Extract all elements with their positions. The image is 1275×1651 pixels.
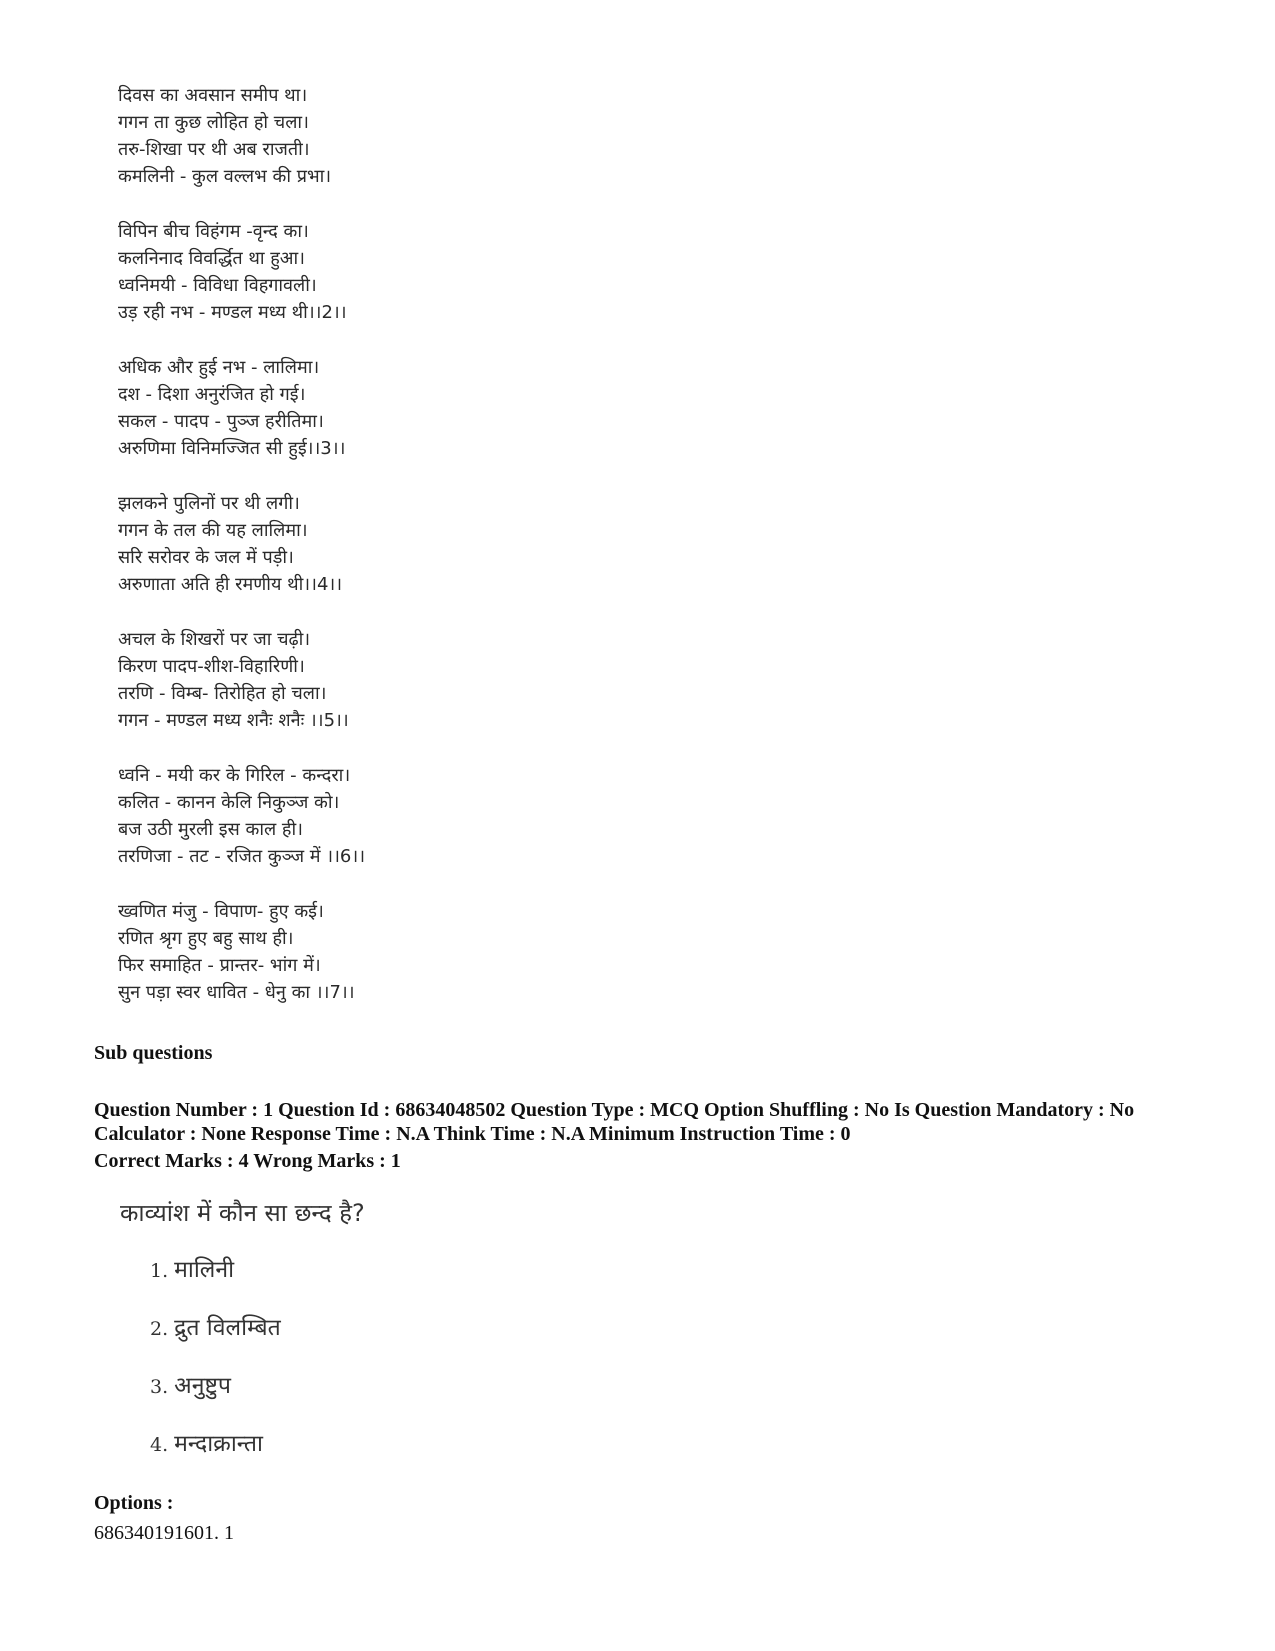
poem-line: कलनिनाद विवर्द्धित था हुआ। <box>118 248 305 269</box>
sub-questions-heading: Sub questions <box>94 1042 213 1064</box>
poem-line: कलित - कानन केलि निकुञ्ज को। <box>118 792 340 813</box>
poem-line: अरुणिमा विनिमज्जित सी हुई।।3।। <box>118 438 346 459</box>
poem-line: अचल के शिखरों पर जा चढ़ी। <box>118 629 311 650</box>
poem-line: गगन के तल की यह लालिमा। <box>118 520 308 541</box>
poem-line: गगन - मण्डल मध्य शनैः शनैः ।।5।। <box>118 710 349 731</box>
choice-3 <box>150 1368 231 1400</box>
poem-line: ध्वनि - मयी कर के गिरिल - कन्दरा। <box>118 765 351 786</box>
poem-line: सुन पड़ा स्वर धावित - धेनु का ।।7।। <box>118 982 355 1003</box>
poem-passage <box>118 82 538 1006</box>
poem-stanza-5 <box>118 626 538 734</box>
poem-line: दिवस का अवसान समीप था। <box>118 85 308 106</box>
question-block <box>120 1196 540 1478</box>
option-row: 686340191601. 1 <box>94 1522 234 1544</box>
choice-number: 4. <box>150 1434 169 1456</box>
poem-line: ध्वनिमयी - विविधा विहगावली। <box>118 275 317 296</box>
choice-label: द्रुत विलम्बित <box>174 1315 281 1341</box>
choice-1 <box>150 1252 234 1284</box>
poem-line: फिर समाहित - प्रान्तर- भांग में। <box>118 955 321 976</box>
poem-line: गगन ता कुछ लोहित हो चला। <box>118 112 309 133</box>
poem-line: सरि सरोवर के जल में पड़ी। <box>118 547 294 568</box>
choice-number: 1. <box>150 1260 169 1282</box>
poem-line: सकल - पादप - पुञ्ज हरीतिमा। <box>118 411 324 432</box>
poem-stanza-4 <box>118 490 538 598</box>
poem-stanza-7 <box>118 898 538 1006</box>
choice-number: 3. <box>150 1376 169 1398</box>
poem-line: तरु-शिखा पर थी अब राजती। <box>118 139 310 160</box>
choice-label: अनुष्टुप <box>174 1373 231 1399</box>
poem-line: तरणि - विम्ब- तिरोहित हो चला। <box>118 683 327 704</box>
poem-line: अधिक और हुई नभ - लालिमा। <box>118 357 320 378</box>
poem-stanza-1 <box>118 82 538 190</box>
choice-2 <box>150 1310 281 1342</box>
poem-line: अरुणाता अति ही रमणीय थी।।4।। <box>118 574 343 595</box>
poem-line: विपिन बीच विहंगम -वृन्द का। <box>118 221 309 242</box>
marks-line: Correct Marks : 4 Wrong Marks : 1 <box>94 1150 401 1172</box>
question-meta: Question Number : 1 Question Id : 68634048502 Question Type : MCQ Option Shuffling : No Is Question Mandatory : No Calculator : None Response Time : N.A Think Time : N.A Minimum Instruction Time : 0 <box>94 1099 1135 1145</box>
poem-stanza-2 <box>118 218 538 326</box>
choice-label: मालिनी <box>174 1257 235 1283</box>
choice-4 <box>150 1426 263 1458</box>
poem-stanza-3 <box>118 354 538 462</box>
poem-line: उड़ रही नभ - मण्डल मध्य थी।।2।। <box>118 302 347 323</box>
choice-number: 2. <box>150 1318 169 1340</box>
poem-line: रणित श्रृग हुए बहु साथ ही। <box>118 928 294 949</box>
choice-label: मन्दाक्रान्ता <box>174 1431 263 1457</box>
poem-line: ख्वणित मंजु - विपाण- हुए कई। <box>118 901 324 922</box>
poem-line: तरणिजा - तट - रजित कुञ्ज में ।।6।। <box>118 846 366 867</box>
question-text: काव्यांश में कौन सा छन्द है? <box>120 1199 365 1227</box>
poem-line: झलकने पुलिनों पर थी लगी। <box>118 493 300 514</box>
poem-line: कमलिनी - कुल वल्लभ की प्रभा। <box>118 166 332 187</box>
poem-line: किरण पादप-शीश-विहारिणी। <box>118 656 305 677</box>
poem-line: बज उठी मुरली इस काल ही। <box>118 819 303 840</box>
poem-line: दश - दिशा अनुरंजित हो गई। <box>118 384 306 405</box>
options-label: Options : <box>94 1492 174 1514</box>
poem-stanza-6 <box>118 762 538 870</box>
